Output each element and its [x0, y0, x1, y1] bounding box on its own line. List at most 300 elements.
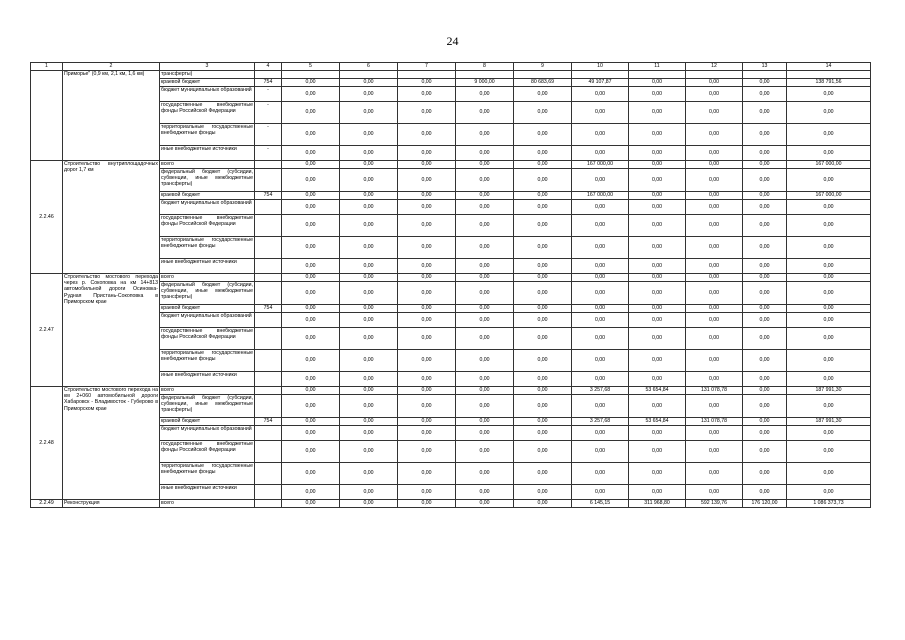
- amount-cell: 0,00: [456, 215, 514, 237]
- amount-cell: 0,00: [398, 124, 456, 146]
- funding-source: всего: [160, 500, 255, 508]
- budget-code: [255, 161, 282, 169]
- amount-cell: 0,00: [743, 282, 787, 305]
- amount-cell: 0,00: [743, 485, 787, 500]
- amount-cell: 0,00: [282, 192, 340, 200]
- amount-cell: 0,00: [514, 305, 572, 313]
- table-row: [31, 274, 871, 282]
- funding-source: иные внебюджетные источники: [160, 485, 255, 500]
- table-row: [31, 500, 871, 508]
- amount-cell: 0,00: [514, 215, 572, 237]
- funding-source: всего: [160, 274, 255, 282]
- amount-cell: 131 078,78: [686, 418, 743, 426]
- amount-cell: 0,00: [787, 372, 871, 387]
- amount-cell: 0,00: [398, 192, 456, 200]
- amount-cell: 0,00: [514, 237, 572, 259]
- budget-code: [255, 71, 282, 79]
- funding-source: бюджет муниципальных образований: [160, 313, 255, 328]
- funding-source: территориальные государственные внебюджетные фонды: [160, 350, 255, 372]
- funding-source: бюджет муниципальных образований: [160, 87, 255, 102]
- amount-cell: 0,00: [340, 237, 398, 259]
- amount-cell: 0,00: [340, 79, 398, 87]
- amount-cell: 0,00: [514, 87, 572, 102]
- amount-cell: 0,00: [686, 169, 743, 192]
- amount-cell: 0,00: [282, 215, 340, 237]
- amount-cell: 0,00: [340, 328, 398, 350]
- funding-source: территориальные государственные внебюджетные фонды: [160, 124, 255, 146]
- amount-cell: 0,00: [398, 441, 456, 463]
- amount-cell: 0,00: [787, 146, 871, 161]
- budget-code: [255, 485, 282, 500]
- amount-cell: 0,00: [686, 274, 743, 282]
- amount-cell: 0,00: [282, 259, 340, 274]
- amount-cell: 0,00: [743, 169, 787, 192]
- amount-cell: 1 086 373,73: [787, 500, 871, 508]
- amount-cell: 0,00: [340, 441, 398, 463]
- amount-cell: 0,00: [456, 200, 514, 215]
- amount-cell: 0,00: [629, 305, 686, 313]
- amount-cell: 0,00: [686, 79, 743, 87]
- amount-cell: 0,00: [686, 215, 743, 237]
- amount-cell: 0,00: [572, 328, 629, 350]
- amount-cell: 0,00: [686, 463, 743, 485]
- funding-source: государственные внебюджетные фонды Российской Федерации: [160, 215, 255, 237]
- amount-cell: 0,00: [514, 259, 572, 274]
- amount-cell: 0,00: [572, 87, 629, 102]
- amount-cell: 0,00: [629, 215, 686, 237]
- amount-cell: 0,00: [514, 500, 572, 508]
- amount-cell: 0,00: [398, 350, 456, 372]
- amount-cell: 0,00: [629, 124, 686, 146]
- amount-cell: 0,00: [572, 463, 629, 485]
- amount-cell: 0,00: [572, 441, 629, 463]
- amount-cell: 0,00: [456, 169, 514, 192]
- amount-cell: 0,00: [514, 313, 572, 328]
- amount-cell: [456, 71, 514, 79]
- amount-cell: 0,00: [629, 328, 686, 350]
- amount-cell: 0,00: [514, 350, 572, 372]
- budget-code: [255, 387, 282, 395]
- amount-cell: 0,00: [629, 372, 686, 387]
- object-name: Строительство мостового перехода на км 2+060 автомобильной дороги Хабаровск - Владивосток - Губерово в Приморском крае: [63, 387, 160, 500]
- amount-cell: 0,00: [282, 274, 340, 282]
- amount-cell: 167 000,00: [572, 192, 629, 200]
- amount-cell: 0,00: [456, 500, 514, 508]
- amount-cell: 0,00: [629, 169, 686, 192]
- amount-cell: 0,00: [572, 305, 629, 313]
- amount-cell: 0,00: [686, 328, 743, 350]
- object-name: Строительство мостового перехода через р. Сокоповка на км 14+813 автомобильной дороги Осиновка-Рудная Пристань-Сокоповка в Приморском крае: [63, 274, 160, 387]
- amount-cell: 0,00: [743, 259, 787, 274]
- amount-cell: 0,00: [456, 102, 514, 124]
- amount-cell: 53 654,84: [629, 418, 686, 426]
- amount-cell: 0,00: [514, 124, 572, 146]
- amount-cell: 0,00: [398, 259, 456, 274]
- amount-cell: 0,00: [514, 146, 572, 161]
- funding-source: федеральный бюджет (субсидии, субвенции, иные межбюджетные трансферты): [160, 282, 255, 305]
- amount-cell: 0,00: [514, 395, 572, 418]
- column-header: 7: [398, 63, 456, 71]
- amount-cell: 0,00: [686, 485, 743, 500]
- amount-cell: 0,00: [743, 418, 787, 426]
- amount-cell: 0,00: [456, 274, 514, 282]
- page-number: 24: [446, 34, 459, 48]
- amount-cell: 0,00: [282, 313, 340, 328]
- amount-cell: 0,00: [398, 79, 456, 87]
- amount-cell: 0,00: [340, 169, 398, 192]
- amount-cell: 0,00: [743, 146, 787, 161]
- amount-cell: 167 000,00: [787, 192, 871, 200]
- row-code: 2.2.49: [31, 500, 63, 508]
- budget-code: [255, 500, 282, 508]
- amount-cell: 0,00: [282, 87, 340, 102]
- row-code: [31, 71, 63, 161]
- amount-cell: 0,00: [456, 146, 514, 161]
- amount-cell: [282, 71, 340, 79]
- budget-code: [255, 350, 282, 372]
- amount-cell: 0,00: [686, 192, 743, 200]
- amount-cell: 0,00: [572, 102, 629, 124]
- amount-cell: 0,00: [572, 215, 629, 237]
- funding-source: иные внебюджетные источники: [160, 372, 255, 387]
- amount-cell: 0,00: [686, 282, 743, 305]
- amount-cell: 0,00: [340, 313, 398, 328]
- amount-cell: 0,00: [787, 87, 871, 102]
- column-header: 6: [340, 63, 398, 71]
- amount-cell: 0,00: [787, 259, 871, 274]
- column-header: 8: [456, 63, 514, 71]
- amount-cell: 0,00: [282, 418, 340, 426]
- amount-cell: 0,00: [282, 395, 340, 418]
- amount-cell: 176 120,00: [743, 500, 787, 508]
- amount-cell: 0,00: [629, 146, 686, 161]
- amount-cell: 0,00: [514, 485, 572, 500]
- funding-source: бюджет муниципальных образований: [160, 426, 255, 441]
- row-code: 2.2.47: [31, 274, 63, 387]
- budget-code: -: [255, 102, 282, 124]
- amount-cell: 0,00: [629, 259, 686, 274]
- amount-cell: 0,00: [398, 237, 456, 259]
- funding-source: краевой бюджет: [160, 79, 255, 87]
- amount-cell: 0,00: [456, 463, 514, 485]
- amount-cell: 0,00: [340, 259, 398, 274]
- amount-cell: 0,00: [629, 274, 686, 282]
- amount-cell: 0,00: [572, 124, 629, 146]
- amount-cell: 0,00: [456, 387, 514, 395]
- funding-source: федеральный бюджет (субсидии, субвенции, иные межбюджетные трансферты): [160, 169, 255, 192]
- table-row: [31, 387, 871, 395]
- amount-cell: 0,00: [514, 200, 572, 215]
- amount-cell: 0,00: [340, 87, 398, 102]
- amount-cell: 0,00: [456, 259, 514, 274]
- amount-cell: 0,00: [743, 215, 787, 237]
- amount-cell: 0,00: [514, 441, 572, 463]
- amount-cell: 0,00: [398, 372, 456, 387]
- funding-source: территориальные государственные внебюджетные фонды: [160, 463, 255, 485]
- amount-cell: 0,00: [282, 161, 340, 169]
- amount-cell: 0,00: [572, 395, 629, 418]
- budget-code: [255, 237, 282, 259]
- amount-cell: 0,00: [572, 313, 629, 328]
- budget-code: [255, 169, 282, 192]
- amount-cell: 0,00: [743, 305, 787, 313]
- amount-cell: 311 968,80: [629, 500, 686, 508]
- amount-cell: 0,00: [629, 463, 686, 485]
- amount-cell: 0,00: [398, 500, 456, 508]
- column-header: 2: [63, 63, 160, 71]
- amount-cell: 0,00: [686, 161, 743, 169]
- budget-code: -: [255, 146, 282, 161]
- amount-cell: 0,00: [282, 79, 340, 87]
- amount-cell: 0,00: [340, 124, 398, 146]
- amount-cell: 0,00: [572, 372, 629, 387]
- amount-cell: 0,00: [340, 387, 398, 395]
- amount-cell: 6 145,15: [572, 500, 629, 508]
- amount-cell: 0,00: [572, 426, 629, 441]
- amount-cell: 0,00: [340, 274, 398, 282]
- funding-source: краевой бюджет: [160, 305, 255, 313]
- amount-cell: 0,00: [282, 305, 340, 313]
- amount-cell: 0,00: [398, 305, 456, 313]
- amount-cell: 0,00: [686, 426, 743, 441]
- row-code: 2.2.46: [31, 161, 63, 274]
- amount-cell: 0,00: [743, 328, 787, 350]
- amount-cell: 0,00: [787, 282, 871, 305]
- amount-cell: 0,00: [398, 282, 456, 305]
- amount-cell: 0,00: [398, 313, 456, 328]
- budget-code: 754: [255, 418, 282, 426]
- funding-source: государственные внебюджетные фонды Российской Федерации: [160, 328, 255, 350]
- amount-cell: 0,00: [572, 350, 629, 372]
- amount-cell: 0,00: [398, 102, 456, 124]
- amount-cell: 0,00: [787, 169, 871, 192]
- amount-cell: 0,00: [398, 146, 456, 161]
- funding-source: федеральный бюджет (субсидии, субвенции, иные межбюджетные трансферты): [160, 395, 255, 418]
- amount-cell: 0,00: [456, 282, 514, 305]
- amount-cell: 0,00: [282, 146, 340, 161]
- amount-cell: 0,00: [456, 485, 514, 500]
- column-header: 10: [572, 63, 629, 71]
- budget-code: [255, 463, 282, 485]
- amount-cell: 0,00: [743, 350, 787, 372]
- amount-cell: 0,00: [629, 441, 686, 463]
- funding-source: всего: [160, 161, 255, 169]
- amount-cell: 0,00: [743, 192, 787, 200]
- column-header: 5: [282, 63, 340, 71]
- amount-cell: 0,00: [398, 395, 456, 418]
- amount-cell: 0,00: [456, 124, 514, 146]
- amount-cell: 0,00: [787, 200, 871, 215]
- amount-cell: 0,00: [787, 313, 871, 328]
- amount-cell: 0,00: [572, 169, 629, 192]
- amount-cell: 0,00: [787, 441, 871, 463]
- amount-cell: 0,00: [629, 426, 686, 441]
- amount-cell: 0,00: [787, 274, 871, 282]
- funding-source: иные внебюджетные источники: [160, 146, 255, 161]
- amount-cell: 0,00: [398, 274, 456, 282]
- amount-cell: 9 000,00: [456, 79, 514, 87]
- amount-cell: 167 000,00: [787, 161, 871, 169]
- amount-cell: 0,00: [340, 200, 398, 215]
- budget-code: [255, 274, 282, 282]
- table-header-row: [31, 63, 871, 71]
- amount-cell: 3 257,68: [572, 387, 629, 395]
- amount-cell: 0,00: [629, 350, 686, 372]
- amount-cell: 0,00: [686, 441, 743, 463]
- budget-code: [255, 328, 282, 350]
- amount-cell: [398, 71, 456, 79]
- amount-cell: 80 683,69: [514, 79, 572, 87]
- amount-cell: 0,00: [787, 237, 871, 259]
- amount-cell: 0,00: [514, 426, 572, 441]
- amount-cell: 0,00: [686, 146, 743, 161]
- amount-cell: 0,00: [629, 161, 686, 169]
- budget-code: [255, 372, 282, 387]
- object-name: Строительство внутриплощадочных дорог 1,7 км: [63, 161, 160, 274]
- amount-cell: 0,00: [514, 282, 572, 305]
- amount-cell: 0,00: [787, 350, 871, 372]
- amount-cell: 0,00: [340, 282, 398, 305]
- amount-cell: 167 000,00: [572, 161, 629, 169]
- amount-cell: 0,00: [743, 200, 787, 215]
- budget-code: [255, 395, 282, 418]
- funding-source: всего: [160, 387, 255, 395]
- amount-cell: [514, 71, 572, 79]
- amount-cell: 0,00: [629, 102, 686, 124]
- budget-table: [30, 62, 871, 508]
- amount-cell: 0,00: [282, 485, 340, 500]
- budget-code: 754: [255, 305, 282, 313]
- amount-cell: 0,00: [686, 372, 743, 387]
- table-row: [31, 71, 871, 79]
- amount-cell: 0,00: [282, 124, 340, 146]
- amount-cell: 0,00: [686, 124, 743, 146]
- amount-cell: 0,00: [282, 200, 340, 215]
- amount-cell: 0,00: [787, 328, 871, 350]
- amount-cell: 0,00: [686, 313, 743, 328]
- amount-cell: [686, 71, 743, 79]
- amount-cell: 0,00: [398, 215, 456, 237]
- amount-cell: 0,00: [629, 282, 686, 305]
- amount-cell: 0,00: [743, 463, 787, 485]
- amount-cell: 0,00: [398, 200, 456, 215]
- budget-code: [255, 282, 282, 305]
- amount-cell: 0,00: [514, 463, 572, 485]
- amount-cell: [572, 71, 629, 79]
- amount-cell: 0,00: [629, 313, 686, 328]
- amount-cell: 0,00: [686, 102, 743, 124]
- amount-cell: 138 791,56: [787, 79, 871, 87]
- amount-cell: 592 139,76: [686, 500, 743, 508]
- amount-cell: 0,00: [686, 350, 743, 372]
- amount-cell: 0,00: [743, 274, 787, 282]
- amount-cell: 0,00: [340, 215, 398, 237]
- amount-cell: 0,00: [686, 87, 743, 102]
- budget-code: 754: [255, 79, 282, 87]
- amount-cell: 0,00: [743, 387, 787, 395]
- amount-cell: 0,00: [398, 387, 456, 395]
- amount-cell: 0,00: [398, 418, 456, 426]
- amount-cell: [629, 71, 686, 79]
- funding-source: государственные внебюджетные фонды Российской Федерации: [160, 441, 255, 463]
- column-header: 14: [787, 63, 871, 71]
- amount-cell: 0,00: [340, 192, 398, 200]
- amount-cell: 0,00: [514, 328, 572, 350]
- funding-source: краевой бюджет: [160, 192, 255, 200]
- amount-cell: [340, 71, 398, 79]
- amount-cell: 0,00: [686, 305, 743, 313]
- row-code: 2.2.48: [31, 387, 63, 500]
- funding-source: иные внебюджетные источники: [160, 259, 255, 274]
- amount-cell: 0,00: [686, 259, 743, 274]
- amount-cell: 0,00: [340, 463, 398, 485]
- amount-cell: 0,00: [629, 395, 686, 418]
- amount-cell: 0,00: [282, 328, 340, 350]
- amount-cell: 0,00: [572, 200, 629, 215]
- amount-cell: 0,00: [282, 102, 340, 124]
- amount-cell: 0,00: [514, 169, 572, 192]
- amount-cell: 0,00: [743, 161, 787, 169]
- amount-cell: 0,00: [743, 372, 787, 387]
- amount-cell: 0,00: [787, 463, 871, 485]
- amount-cell: 0,00: [629, 87, 686, 102]
- amount-cell: 0,00: [743, 237, 787, 259]
- amount-cell: 0,00: [282, 441, 340, 463]
- column-header: 9: [514, 63, 572, 71]
- budget-code: [255, 215, 282, 237]
- funding-source: государственные внебюджетные фонды Российской Федерации: [160, 102, 255, 124]
- budget-code: [255, 426, 282, 441]
- amount-cell: 0,00: [456, 161, 514, 169]
- object-name: Реконструкция: [63, 500, 160, 508]
- table-row: [31, 161, 871, 169]
- budget-code: 754: [255, 192, 282, 200]
- amount-cell: 0,00: [398, 87, 456, 102]
- amount-cell: [787, 71, 871, 79]
- amount-cell: 0,00: [514, 102, 572, 124]
- amount-cell: 0,00: [340, 102, 398, 124]
- amount-cell: 0,00: [787, 305, 871, 313]
- column-header: 13: [743, 63, 787, 71]
- amount-cell: 0,00: [282, 500, 340, 508]
- amount-cell: 0,00: [572, 485, 629, 500]
- amount-cell: 0,00: [787, 102, 871, 124]
- amount-cell: 0,00: [572, 259, 629, 274]
- amount-cell: 0,00: [398, 328, 456, 350]
- column-header: 4: [255, 63, 282, 71]
- amount-cell: 0,00: [398, 485, 456, 500]
- amount-cell: 0,00: [514, 192, 572, 200]
- amount-cell: 0,00: [629, 192, 686, 200]
- amount-cell: 0,00: [456, 418, 514, 426]
- amount-cell: 187 991,30: [787, 387, 871, 395]
- amount-cell: 0,00: [340, 418, 398, 426]
- amount-cell: 0,00: [456, 350, 514, 372]
- amount-cell: 0,00: [456, 87, 514, 102]
- amount-cell: 0,00: [743, 395, 787, 418]
- column-header: 3: [160, 63, 255, 71]
- amount-cell: 0,00: [743, 124, 787, 146]
- amount-cell: 0,00: [787, 395, 871, 418]
- amount-cell: 0,00: [787, 485, 871, 500]
- funding-source: трансферты): [160, 71, 255, 79]
- amount-cell: 0,00: [340, 372, 398, 387]
- column-header: 1: [31, 63, 63, 71]
- budget-code: -: [255, 124, 282, 146]
- amount-cell: 0,00: [282, 387, 340, 395]
- column-header: 12: [686, 63, 743, 71]
- funding-source: территориальные государственные внебюджетные фонды: [160, 237, 255, 259]
